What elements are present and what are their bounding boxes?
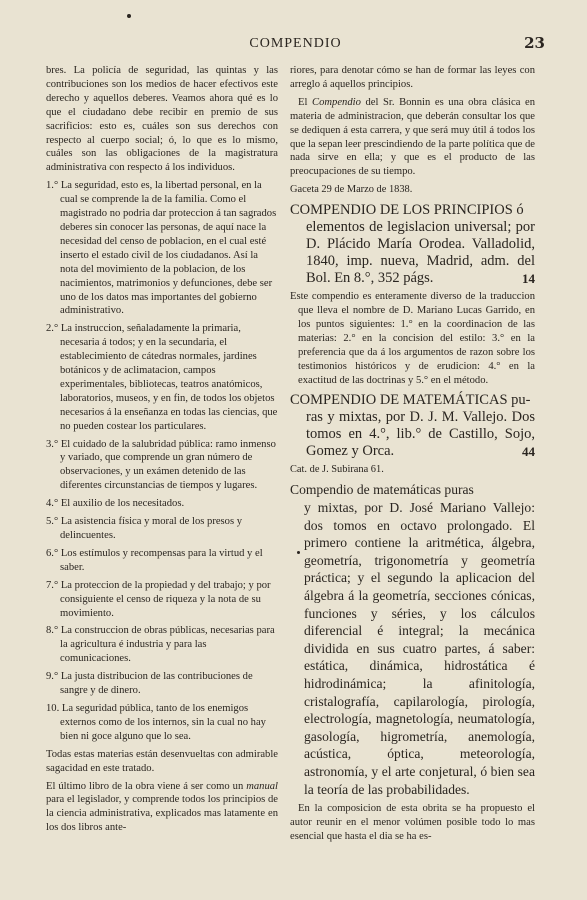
text-run: del Sr. Bonnin es una obra clásica en materia de administracion, que deberán consultar los que se dediquen á esta carrera, y que será muy útil á todos los que la sepan leer prescindiendo de la parte política que de nada sirve en ella; y que es el producto de las preocupaciones de su tiempo. — [290, 96, 535, 178]
page-number: 23 — [524, 34, 545, 52]
right-column — [290, 64, 535, 848]
description-body: y mixtas, por D. José Mariano Vallejo: dos tomos en octavo prolongado. El primero contiene la aritmética, álgebra, geometría, trigonometría y geometría práctica; y el segundo la aplicacion del álgebra á la geometría, secciones cónicas, funciones y séries, y los cálculos diferencial é integral; la mecánica dividida en sus cuatro partes, á saber: estática, dinámica, hidrostática é hidrodinámica; la afinitología, cristalografía, capilarología, pirología, electrología, magnetología, neumatología, gasología, higrometría, anemología, acústica, óptica, meteorología, astronomía, y el arte conjetural, ó bien sea la teoría de las probabilidades. — [304, 500, 535, 797]
quoted-description — [290, 481, 535, 798]
list-item: 10. La seguridad pública, tanto de los enemigos externos como de los internos, sin la cual no hay bien ni goce alguno que lo sea. — [46, 702, 266, 742]
list-item: 7.° La proteccion de la propiedad y del trabajo; y por consiguiente el censo de riqueza y la nota de su movimiento. — [46, 579, 271, 619]
description-lead: Compendio de matemáticas puras — [290, 482, 474, 498]
paragraph — [46, 780, 278, 836]
entry-heading: COMPENDIO DE MATEMÁTICAS pu- — [290, 391, 531, 408]
citation: Gaceta 29 de Marzo de 1838. — [290, 184, 413, 196]
running-header — [40, 36, 551, 60]
entry-text: elementos de legislacion universal; por D. Plácido María Orodea. Valladolid, 1840, imp. nueva, Madrid, adm. del Bol. En 8.°, 352 págs. — [306, 219, 535, 287]
list-item: 3.° El cuidado de la salubridad pública: ramo inmenso y variado, que comprende un gran número de observaciones, y un exámen detenido de las diferentes circunstancias de tiempos y lugares. — [46, 438, 276, 492]
text-run: para el legislador, y comprende todos los principios de la ciencia administrativa, explicados mas latamente en los dos libros ante- — [46, 794, 278, 834]
page-title: COMPENDIO — [249, 36, 342, 51]
bibliographic-entry — [290, 392, 535, 460]
paragraph: Todas estas materias están desenvueltas con admirable sagacidad en este tratado. — [46, 748, 278, 774]
paragraph: riores, para denotar cómo se han de formar las leyes con arreglo á aquellos principios. — [290, 65, 535, 90]
paragraph: En la composicion de esta obrita se ha propuesto el autor reunir en el menor volúmen posible todo lo mas esencial que hasta el dia se ha es- — [290, 803, 535, 842]
list-item: 5.° La asistencia física y moral de los presos y delincuentes. — [46, 516, 243, 541]
list-item: 2.° La instruccion, señaladamente la primaria, necesaria á todos; y en la secundaria, el establecimiento de cátedras normales, jardines botánicos y de aclimatacion, campos experimentales, bibliotecas, teatros anatómicos, laboratorios, museos, y en fin, de todos los objetos necesarios á la enseñanza en todas las ciencias, que no pueden costear los particulares. — [46, 323, 278, 432]
paragraph: Este compendio es enteramente diverso de la traduccion que lleva el nombre de D. Mariano Lucas Garrido, en los puntos siguientes: 1.° en la coordinacion de las materias: 2.° en la concision del estilo: 3.° en la preferencia que da á los argumentos de razon sobre los testimonios históricos y de erudicion: 4.° en la exactitud de las doctrinas y 5.° en el método. — [290, 291, 535, 386]
paragraph — [290, 96, 535, 179]
entry-heading: COMPENDIO DE LOS PRINCIPIOS ó — [290, 202, 524, 219]
citation: Cat. de J. Subirana 61. — [290, 463, 384, 475]
emphasis: manual — [246, 780, 278, 792]
text-run: El último libro de la obra viene á ser como un — [46, 780, 247, 792]
list-item: 9.° La justa distribucion de las contribuciones de sangre y de dinero. — [46, 671, 253, 697]
entry-price: 14 — [522, 271, 535, 287]
entry-details — [290, 409, 535, 460]
text-run: El — [298, 96, 313, 108]
list-item: 1.° La seguridad, esto es, la libertad personal, en la cual se comprende la de la familia. Como el magistrado no podria dar proteccion á tan sagrados deberes sin conocer las personas, de aquí nace la necesidad del censo de poblacion, en el cual esté inserto el estado civil de los ciudadanos. Así la nota del movimiento de la poblacion, de los nacimientos, matrimonios y defunciones, debe ser uno de los datos mas importantes del gobierno administrativo. — [46, 180, 277, 317]
list-item: 4.° El auxilio de los necesitados. — [46, 498, 185, 510]
list-item: 8.° La construccion de obras públicas, necesarias para la agricultura é industria y para las comunicaciones. — [46, 625, 275, 665]
ink-spot — [127, 14, 131, 18]
bibliographic-entry — [290, 202, 535, 287]
left-column — [46, 64, 278, 839]
list-item: 6.° Los estímulos y recompensas para la virtud y el saber. — [46, 547, 263, 573]
entry-price: 44 — [522, 443, 535, 459]
entry-details — [290, 219, 535, 287]
paragraph: bres. La policía de seguridad, las quintas y las contribuciones son los medios de hacer efectivos este derecho y aquellos deberes. Veamos ahora qué es lo que el ciudadano debe recibir en premio de sus sacrificios: esto es, cuáles son sus derechos con respecto al cuerpo social; ó, lo que es lo mismo, cuáles son las obligaciones de la magistratura administrativa con respecto á los individuos. — [46, 65, 278, 174]
emphasis: Compendio — [312, 96, 361, 108]
entry-text: ras y mixtas, por D. J. M. Vallejo. Dos tomos en 4.°, lib.° de Castillo, Sojo, Gomez y Orca. — [306, 408, 535, 459]
